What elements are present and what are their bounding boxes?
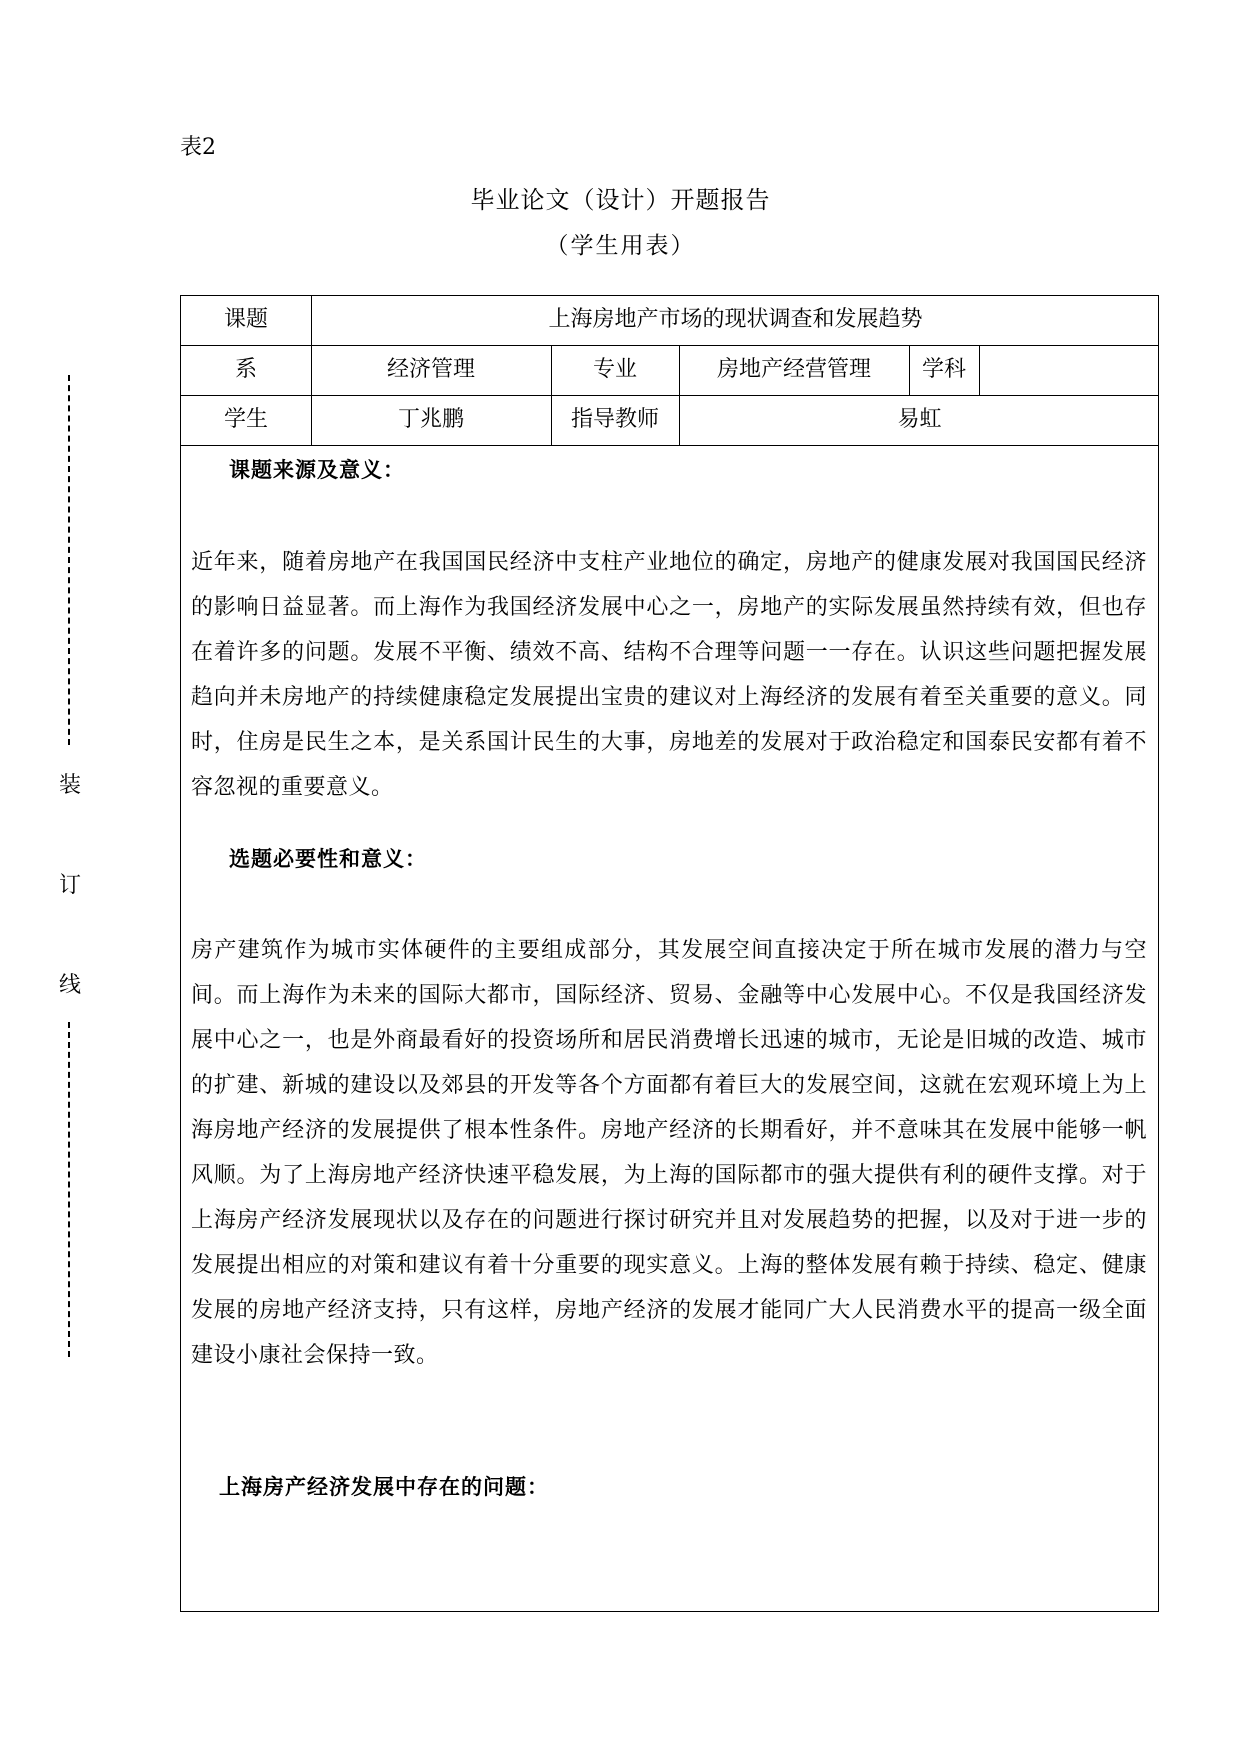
section-heading-necessity: 选题必要性和意义： bbox=[229, 846, 427, 871]
page-subtitle: （学生用表） bbox=[545, 233, 696, 259]
binding-char-xian: 线 bbox=[58, 973, 81, 998]
advisor-label: 指导教师 bbox=[570, 407, 659, 432]
binding-dashed-line-top bbox=[68, 375, 70, 745]
row-divider-2 bbox=[181, 395, 1158, 396]
advisor-value: 易虹 bbox=[897, 407, 942, 432]
section-text-source: 近年来，随着房地产在我国国民经济中支柱产业地位的确定，房地产的健康发展对我国国民经济的影响日益显著。而上海作为我国经济发展中心之一，房地产的实际发展虽然持续有效，但也存在着许多的问题。发展不平衡、绩效不高、结构不合理等问题一一存在。认识这些问题把握发展趋向并未房地产的持续健康稳定发展提出宝贵的建议对上海经济的发展有着至关重要的意义。同时，住房是民生之本，是关系国计民生的大事，房地差的发展对于政治稳定和国泰民安都有着不容忽视的重要意义。 bbox=[191, 550, 1147, 800]
topic-label: 课题 bbox=[223, 307, 268, 332]
department-label: 系 bbox=[234, 357, 257, 382]
section-text-necessity: 房产建筑作为城市实体硬件的主要组成部分，其发展空间直接决定于所在城市发展的潜力与空间。而上海作为未来的国际大都市，国际经济、贸易、金融等中心发展中心。不仅是我国经济发展中心之一，也是外商最看好的投资场所和居民消费增长迅速的城市，无论是旧城的改造、城市的扩建、新城的建设以及郊县的开发等各个方面都有着巨大的发展空间，这就在宏观环境上为上海房地产经济的发展提供了根本性条件。房地产经济的长期看好，并不意味其在发展中能够一帆风顺。为了上海房地产经济快速平稳发展，为上海的国际都市的强大提供有利的硬件支撑。对于上海房产经济发展现状以及存在的问题进行探讨研究并且对发展趋势的把握，以及对于进一步的发展提出相应的对策和建议有着十分重要的现实意义。上海的整体发展有赖于持续、稳定、健康发展的房地产经济支持，只有这样，房地产经济的发展才能同广大人民消费水平的提高一级全面建设小康社会保持一致。 bbox=[191, 938, 1147, 1368]
topic-value: 上海房地产市场的现状调查和发展趋势 bbox=[548, 307, 923, 332]
page-title: 毕业论文（设计）开题报告 bbox=[470, 186, 771, 214]
binding-char-ding: 订 bbox=[58, 873, 81, 898]
department-value: 经济管理 bbox=[386, 357, 475, 382]
binding-dashed-line-bottom bbox=[68, 1022, 70, 1357]
row-divider-3 bbox=[181, 445, 1158, 446]
proposal-form bbox=[180, 295, 1159, 1612]
table-label: 表2 bbox=[180, 135, 216, 160]
row-divider-1 bbox=[181, 345, 1158, 346]
subject-label: 学科 bbox=[921, 357, 966, 382]
col-divider-e bbox=[979, 345, 980, 395]
major-label: 专业 bbox=[592, 357, 637, 382]
binding-char-zhuang: 装 bbox=[58, 773, 81, 798]
student-value: 丁兆鹏 bbox=[397, 407, 464, 432]
section-heading-source: 课题来源及意义： bbox=[229, 457, 405, 482]
major-value: 房地产经营管理 bbox=[716, 357, 871, 382]
student-label: 学生 bbox=[223, 407, 268, 432]
section-heading-problems: 上海房产经济发展中存在的问题： bbox=[219, 1474, 549, 1499]
